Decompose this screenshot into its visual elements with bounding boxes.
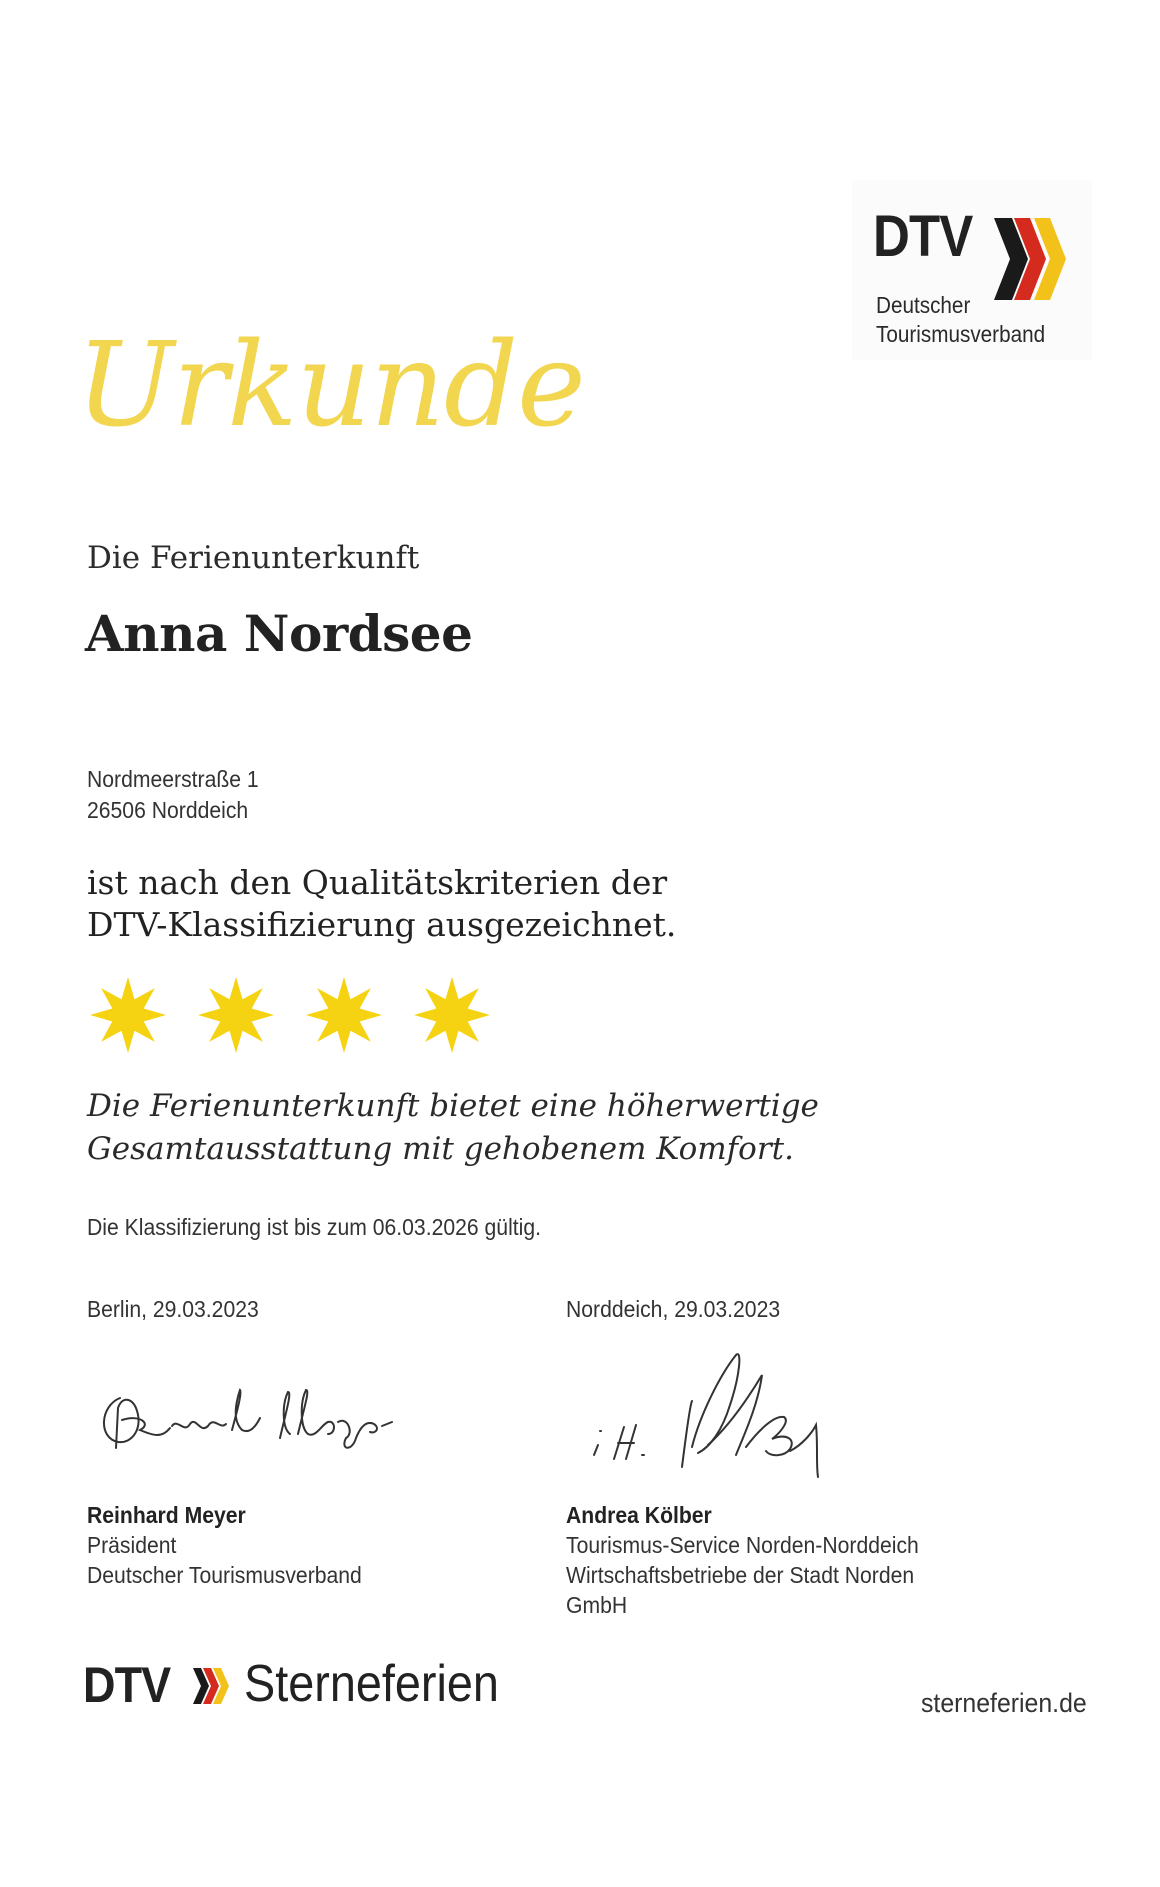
address-city: 26506 Norddeich xyxy=(87,797,249,823)
star-icon xyxy=(196,975,276,1055)
description-line-2: Gesamtausstattung mit gehobenem Komfort. xyxy=(87,1131,794,1167)
intro-text: Die Ferienunterkunft xyxy=(87,540,420,576)
dtv-chevrons-icon xyxy=(990,214,1072,309)
address-street: Nordmeerstraße 1 xyxy=(87,766,259,792)
page-title: Urkunde xyxy=(76,318,585,453)
description-line-1: Die Ferienunterkunft bietet eine höherwertige xyxy=(87,1088,819,1124)
signatory-1-org: Deutscher Tourismusverband xyxy=(87,1562,362,1588)
signature-andrea-koelber xyxy=(590,1335,860,1490)
footer-sterneferien-wordmark: Sterneferien xyxy=(244,1655,499,1713)
validity-text: Die Klassifizierung ist bis zum 06.03.2026 gültig. xyxy=(87,1214,542,1240)
footer-url: sterneferien.de xyxy=(921,1688,1087,1718)
signatory-1-role: Präsident xyxy=(87,1532,177,1558)
dtv-logo-wordmark: DTV xyxy=(873,204,973,269)
place-date-right: Norddeich, 29.03.2023 xyxy=(566,1296,781,1322)
logo-line-deutscher: Deutscher xyxy=(876,292,971,318)
statement-line-1: ist nach den Qualitätskriterien der xyxy=(87,863,668,902)
star-icon xyxy=(304,975,384,1055)
signatory-2-org-line-3: GmbH xyxy=(566,1592,628,1618)
property-name: Anna Nordsee xyxy=(85,604,473,663)
footer-dtv-wordmark: DTV xyxy=(83,1657,171,1713)
signature-reinhard-meyer xyxy=(92,1368,432,1463)
statement-line-2: DTV-Klassifizierung ausgezeichnet. xyxy=(87,905,677,944)
star-rating xyxy=(88,975,492,1055)
logo-line-tourismusverband: Tourismusverband xyxy=(876,321,1046,347)
star-icon xyxy=(88,975,168,1055)
signatory-2-org-line-1: Tourismus-Service Norden-Norddeich xyxy=(566,1532,919,1558)
signatory-2-org-line-2: Wirtschaftsbetriebe der Stadt Norden xyxy=(566,1562,915,1588)
signatory-2-name: Andrea Kölber xyxy=(566,1502,712,1528)
footer-chevrons-icon xyxy=(191,1666,235,1711)
star-icon xyxy=(412,975,492,1055)
place-date-left: Berlin, 29.03.2023 xyxy=(87,1296,259,1322)
signatory-1-name: Reinhard Meyer xyxy=(87,1502,246,1528)
